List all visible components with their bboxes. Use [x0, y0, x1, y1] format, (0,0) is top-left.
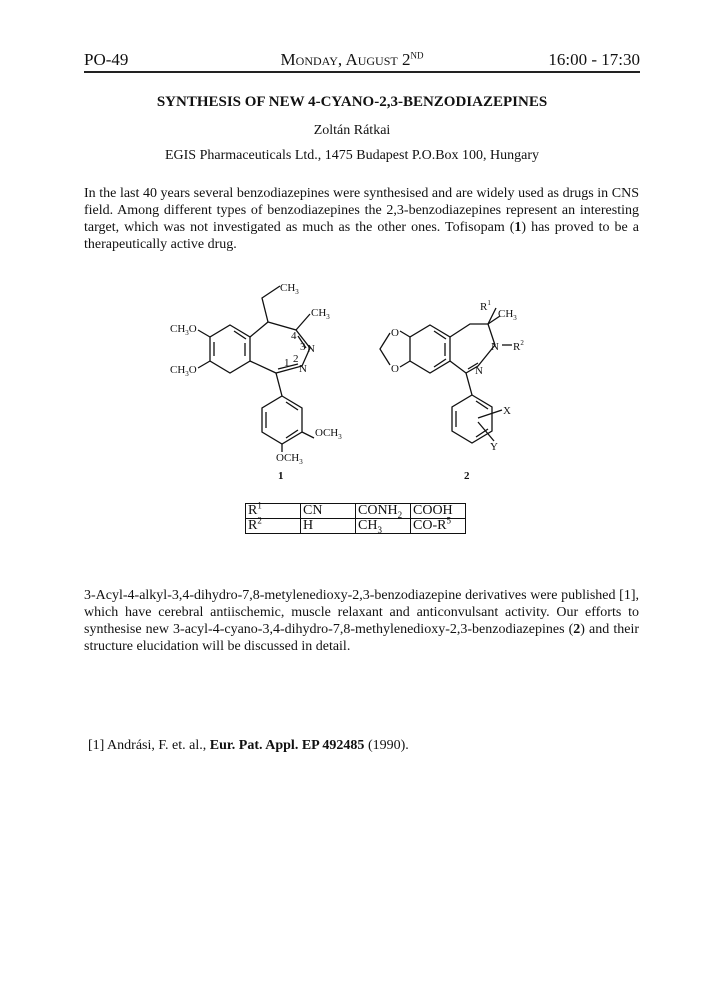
table-row — [246, 519, 466, 534]
reference-1 — [88, 737, 643, 754]
cell-text: R — [248, 518, 258, 533]
paper-title: SYNTHESIS OF NEW 4-CYANO-2,3-BENZODIAZEPINES — [156, 94, 548, 110]
position-3: 3 — [300, 341, 306, 353]
sup: 1 — [257, 500, 262, 511]
cell-text: CONH — [358, 503, 398, 518]
table-row — [246, 504, 466, 519]
intro-ref: 1 — [514, 220, 522, 235]
svg-text:R2 — [513, 339, 524, 353]
sup: 2 — [257, 515, 262, 526]
sup: 2 — [520, 339, 524, 347]
n2-label: N — [475, 365, 483, 377]
intro-text-a: In the last 40 years several benzodiazepines were synthesised and are widely used as drugs in CNS field. Among different types of benzodiazepines the 2,3-benzodiazepines represent an interesting target, which was not investigated as much as the other ones. Tofisopam ( — [84, 186, 639, 235]
structure-2 — [380, 299, 524, 482]
dioxole-o-1: O — [391, 327, 399, 339]
table-cell — [356, 519, 411, 534]
ethyl-ch3-label: CH — [280, 282, 296, 294]
r1-label: R — [480, 301, 488, 313]
sub: 3 — [295, 288, 299, 296]
n3-label: N — [491, 341, 499, 353]
table-cell: CN — [301, 504, 356, 519]
table-cell: H — [301, 519, 356, 534]
methoxy-label-2: CH — [170, 364, 186, 376]
header-time: 16:00 - 17:30 — [548, 50, 640, 69]
sup: 1 — [487, 299, 491, 307]
body-text-a: 3-Acyl-4-alkyl-3,4-dihydro-7,8-metylenedioxy-2,3-benzodiazepine derivatives were published [1], which have cerebral antiischemic, muscle relaxant and anticonvulsant activity. Our efforts to synthesise new 3-acyl-4-cyano-3,4-dihydro-7,8-methylenedioxy-2,3-benzodiazepines ( — [84, 588, 639, 637]
methoxy-label-4: OCH — [276, 452, 300, 464]
header-code: PO-49 — [84, 50, 129, 69]
position-4: 4 — [291, 330, 297, 342]
methoxy-label-3: OCH — [315, 427, 339, 439]
sub: 3 — [299, 458, 303, 466]
position-1: 1 — [284, 357, 290, 369]
methyl-ch3-label: CH — [311, 307, 327, 319]
sub: 3 — [326, 313, 330, 321]
svg-text:R1 — [480, 299, 491, 313]
svg-text:CH3 — [498, 308, 517, 322]
sub: 3 — [185, 370, 189, 378]
dioxole-o-2: O — [391, 363, 399, 375]
sub: 3 — [513, 314, 517, 322]
sub: 2 — [397, 509, 403, 520]
sub: 3 — [338, 433, 342, 441]
table-cell: COOH — [411, 504, 466, 519]
reference-authors: [1] Andrási, F. et. al., — [88, 738, 210, 753]
compound-label-1: 1 — [278, 470, 284, 482]
header-day: Monday, August 2 — [280, 50, 411, 69]
svg-text:CH3O — [170, 364, 197, 378]
structure-1 — [170, 282, 342, 482]
body-text-b: ) and their structure elucidation will be discussed in detail. — [84, 622, 639, 654]
svg-text:OCH3 — [276, 452, 303, 466]
svg-text:OCH3 — [315, 427, 342, 441]
sub: 3 — [377, 524, 382, 535]
n3-label: N — [307, 343, 315, 355]
reference-year: (1990). — [364, 738, 409, 753]
compound-label-2: 2 — [464, 470, 470, 482]
affiliation: EGIS Pharmaceuticals Ltd., 1475 Budapest P.O.Box 100, Hungary — [164, 148, 540, 163]
sub: 3 — [185, 329, 189, 337]
cell-text: CO-R — [413, 518, 447, 533]
cell-text: R — [248, 503, 258, 518]
body-paragraph — [84, 587, 639, 655]
substituent-x: X — [503, 405, 511, 417]
position-2: 2 — [293, 353, 299, 365]
methoxy-label-1: CH — [170, 323, 186, 335]
cell-text: CH — [358, 518, 378, 533]
author: Zoltán Rátkai — [313, 123, 391, 138]
r2-label: R — [513, 341, 521, 353]
substituent-table — [245, 500, 466, 535]
body-ref: 2 — [573, 622, 581, 637]
table-cell — [246, 500, 301, 519]
svg-text:CH3O — [170, 323, 197, 337]
o: O — [188, 323, 197, 335]
svg-text:CH3 — [280, 282, 299, 296]
header-day-sup: ND — [410, 50, 424, 61]
o: O — [188, 364, 197, 376]
intro-text-b: ) has proved to be a therapeutically active drug. — [84, 220, 639, 252]
sup: 5 — [446, 515, 451, 526]
table-cell — [411, 515, 466, 534]
n2-label: N — [299, 363, 307, 375]
table-cell — [356, 504, 411, 519]
reference-journal: Eur. Pat. Appl. EP 492485 — [209, 738, 365, 753]
table-cell — [246, 515, 301, 534]
svg-text:CH3 — [311, 307, 330, 321]
methyl-label: CH — [498, 308, 514, 320]
substituent-y: Y — [490, 441, 498, 453]
